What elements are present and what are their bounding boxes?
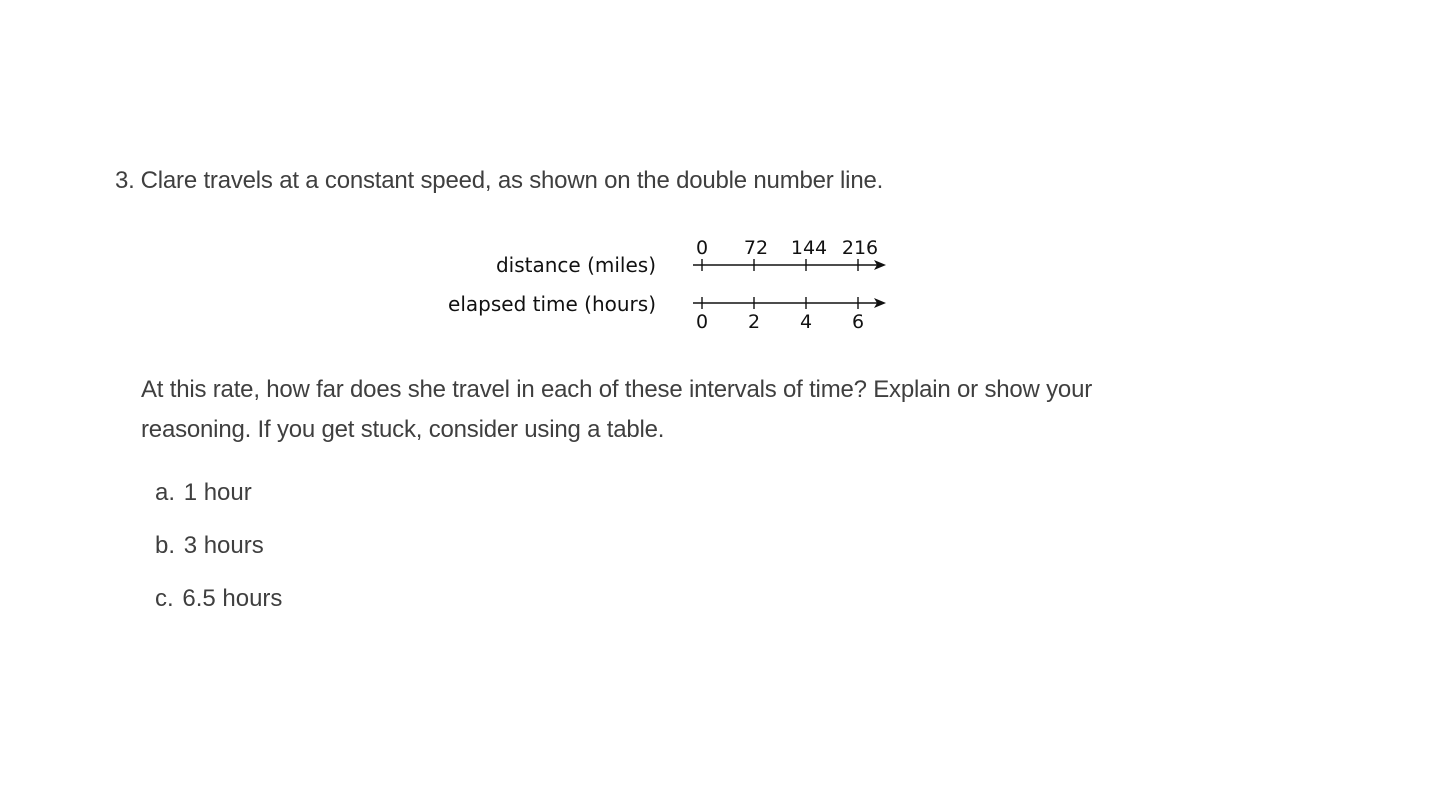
time-tick-label: 4 [799,311,813,333]
question-part-b [155,531,282,584]
part-text: 6.5 hours [182,585,283,612]
question-prompt [141,370,1221,450]
part-letter: c. [155,585,174,612]
time-tick-label: 0 [695,311,709,333]
time-tick-label: 2 [747,311,761,333]
distance-tick-label: 144 [790,237,828,259]
question-statement [115,166,883,196]
part-text: 3 hours [183,532,264,559]
question-part-c [155,584,282,637]
question-parts-list [155,478,282,637]
question-part-a [155,478,282,531]
double-number-line-diagram [440,228,900,338]
distance-line-label: distance (miles) [495,253,656,277]
part-text: 1 hour [183,479,252,506]
double-number-line-figure [440,228,900,338]
question-text: Clare travels at a constant speed, as shown on the double number line. [140,167,884,194]
prompt-line: At this rate, how far does she travel in each of these intervals of time? Explain or show your [141,376,1093,403]
time-line-label: elapsed time (hours) [448,292,656,316]
distance-tick-label: 0 [695,237,709,259]
distance-tick-label: 216 [841,237,879,259]
part-letter: a. [155,479,176,506]
part-letter: b. [155,532,176,559]
question-number: 3. [115,167,135,194]
distance-tick-label: 72 [743,237,769,259]
prompt-line: reasoning. If you get stuck, consider using a table. [141,416,665,443]
time-tick-label: 6 [851,311,865,333]
